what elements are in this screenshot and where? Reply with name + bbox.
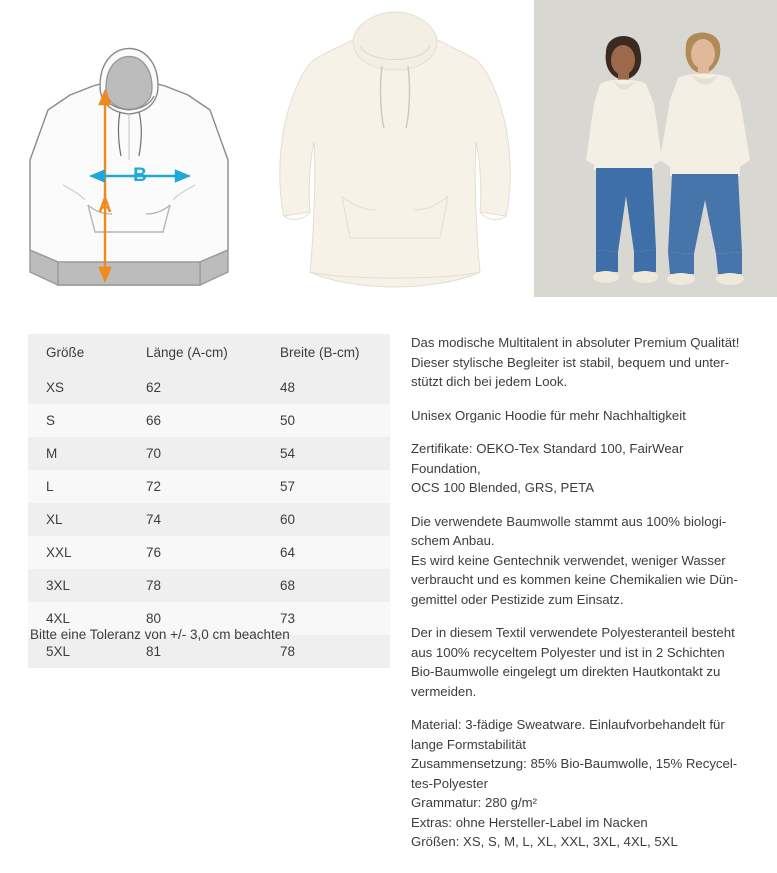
product-description	[411, 333, 751, 866]
description-cotton	[411, 512, 751, 610]
description-certificates	[411, 439, 751, 498]
cell-size: M	[28, 437, 128, 470]
table-row	[28, 437, 390, 470]
unisex-line: Unisex Organic Hoodie für mehr Nachhaltigkeit	[411, 407, 686, 423]
table-row	[28, 569, 390, 602]
cell-length: 70	[128, 437, 262, 470]
polyester-line-2: aus 100% recyceltem Polyester und ist in 2 Schichten	[411, 644, 725, 660]
cell-size: L	[28, 470, 128, 503]
product-image-row	[0, 0, 777, 305]
cell-size: 4XL	[28, 602, 128, 635]
table-header-length: Länge (A-cm)	[128, 334, 262, 371]
technical-drawing-image	[0, 0, 260, 305]
cell-size: S	[28, 404, 128, 437]
cell-width: 73	[262, 602, 390, 635]
model-photo-image	[530, 0, 777, 305]
certificates-line-1: Zertifikate: OEKO-Tex Standard 100, FairWear Foundation,	[411, 441, 684, 476]
cell-size: 5XL	[28, 635, 128, 668]
flat-product-image	[260, 0, 530, 305]
description-polyester	[411, 623, 751, 701]
table-header-size: Größe	[28, 334, 128, 371]
sizes-line: Größen: XS, S, M, L, XL, XXL, 3XL, 4XL, 5XL	[411, 834, 678, 849]
cell-length: 66	[128, 404, 262, 437]
table-row	[28, 503, 390, 536]
cell-width: 50	[262, 404, 390, 437]
cotton-line-4: verbraucht und es kommen keine Chemikalien wie Dün-	[411, 572, 738, 587]
cell-width: 57	[262, 470, 390, 503]
table-row	[28, 470, 390, 503]
measure-label-b: B	[133, 165, 147, 186]
extras-line: Extras: ohne Hersteller-Label im Nacken	[411, 814, 648, 830]
cotton-line-5: gemittel oder Pestizide zum Einsatz.	[411, 591, 624, 607]
cell-width: 64	[262, 536, 390, 569]
material-line-1: Material: 3-fädige Sweatware. Einlaufvorbehandelt für	[411, 717, 725, 732]
cell-length: 76	[128, 536, 262, 569]
cell-width: 54	[262, 437, 390, 470]
model-photo	[534, 0, 777, 297]
description-specs	[411, 715, 751, 852]
cell-width: 68	[262, 569, 390, 602]
cell-width: 78	[262, 635, 390, 668]
table-row	[28, 404, 390, 437]
description-intro	[411, 333, 751, 392]
cell-length: 72	[128, 470, 262, 503]
cell-width: 60	[262, 503, 390, 536]
cell-length: 80	[128, 602, 262, 635]
size-table	[28, 334, 390, 668]
intro-line-1: Das modische Multitalent in absoluter Premium Qualität!	[411, 335, 740, 350]
table-row	[28, 371, 390, 404]
material-line-2: lange Formstabilität	[411, 736, 527, 752]
cream-hoodie-flat-icon	[260, 0, 530, 305]
cell-size: 3XL	[28, 569, 128, 602]
intro-line-2: Dieser stylische Begleiter ist stabil, bequem und unter-	[411, 354, 730, 370]
cell-length: 81	[128, 635, 262, 668]
description-unisex	[411, 406, 751, 426]
cotton-line-1: Die verwendete Baumwolle stammt aus 100% biologi-	[411, 513, 727, 529]
cell-size: XL	[28, 503, 128, 536]
cotton-line-2: schem Anbau.	[411, 533, 495, 548]
cell-length: 78	[128, 569, 262, 602]
cell-length: 74	[128, 503, 262, 536]
measure-label-a: A	[98, 196, 112, 217]
table-row	[28, 536, 390, 569]
table-header-width: Breite (B-cm)	[262, 334, 390, 371]
cell-length: 62	[128, 371, 262, 404]
hoodie-technical-drawing-icon	[0, 0, 260, 305]
cell-width: 48	[262, 371, 390, 404]
cell-size: XS	[28, 371, 128, 404]
cell-size: XXL	[28, 536, 128, 569]
certificates-line-2: OCS 100 Blended, GRS, PETA	[411, 480, 595, 495]
polyester-line-4: vermeiden.	[411, 683, 477, 699]
weight-line: Grammatur: 280 g/m²	[411, 795, 538, 810]
polyester-line-1: Der in diesem Textil verwendete Polyesteranteil besteht	[411, 625, 735, 640]
polyester-line-3: Bio-Baumwolle eingelegt um direkten Hautkontakt zu	[411, 664, 721, 679]
size-table-wrapper	[28, 334, 390, 668]
cotton-line-3: Es wird keine Gentechnik verwendet, weniger Wasser	[411, 552, 726, 568]
table-header-row	[28, 334, 390, 371]
tolerance-note: Bitte eine Toleranz von +/- 3,0 cm beachten	[30, 627, 290, 642]
composition-line-1: Zusammensetzung: 85% Bio-Baumwolle, 15% Recycel-	[411, 756, 738, 771]
intro-line-3: stützt dich bei jedem Look.	[411, 374, 568, 389]
composition-line-2: tes-Polyester	[411, 775, 488, 791]
two-models-photo-illustration	[534, 0, 777, 297]
